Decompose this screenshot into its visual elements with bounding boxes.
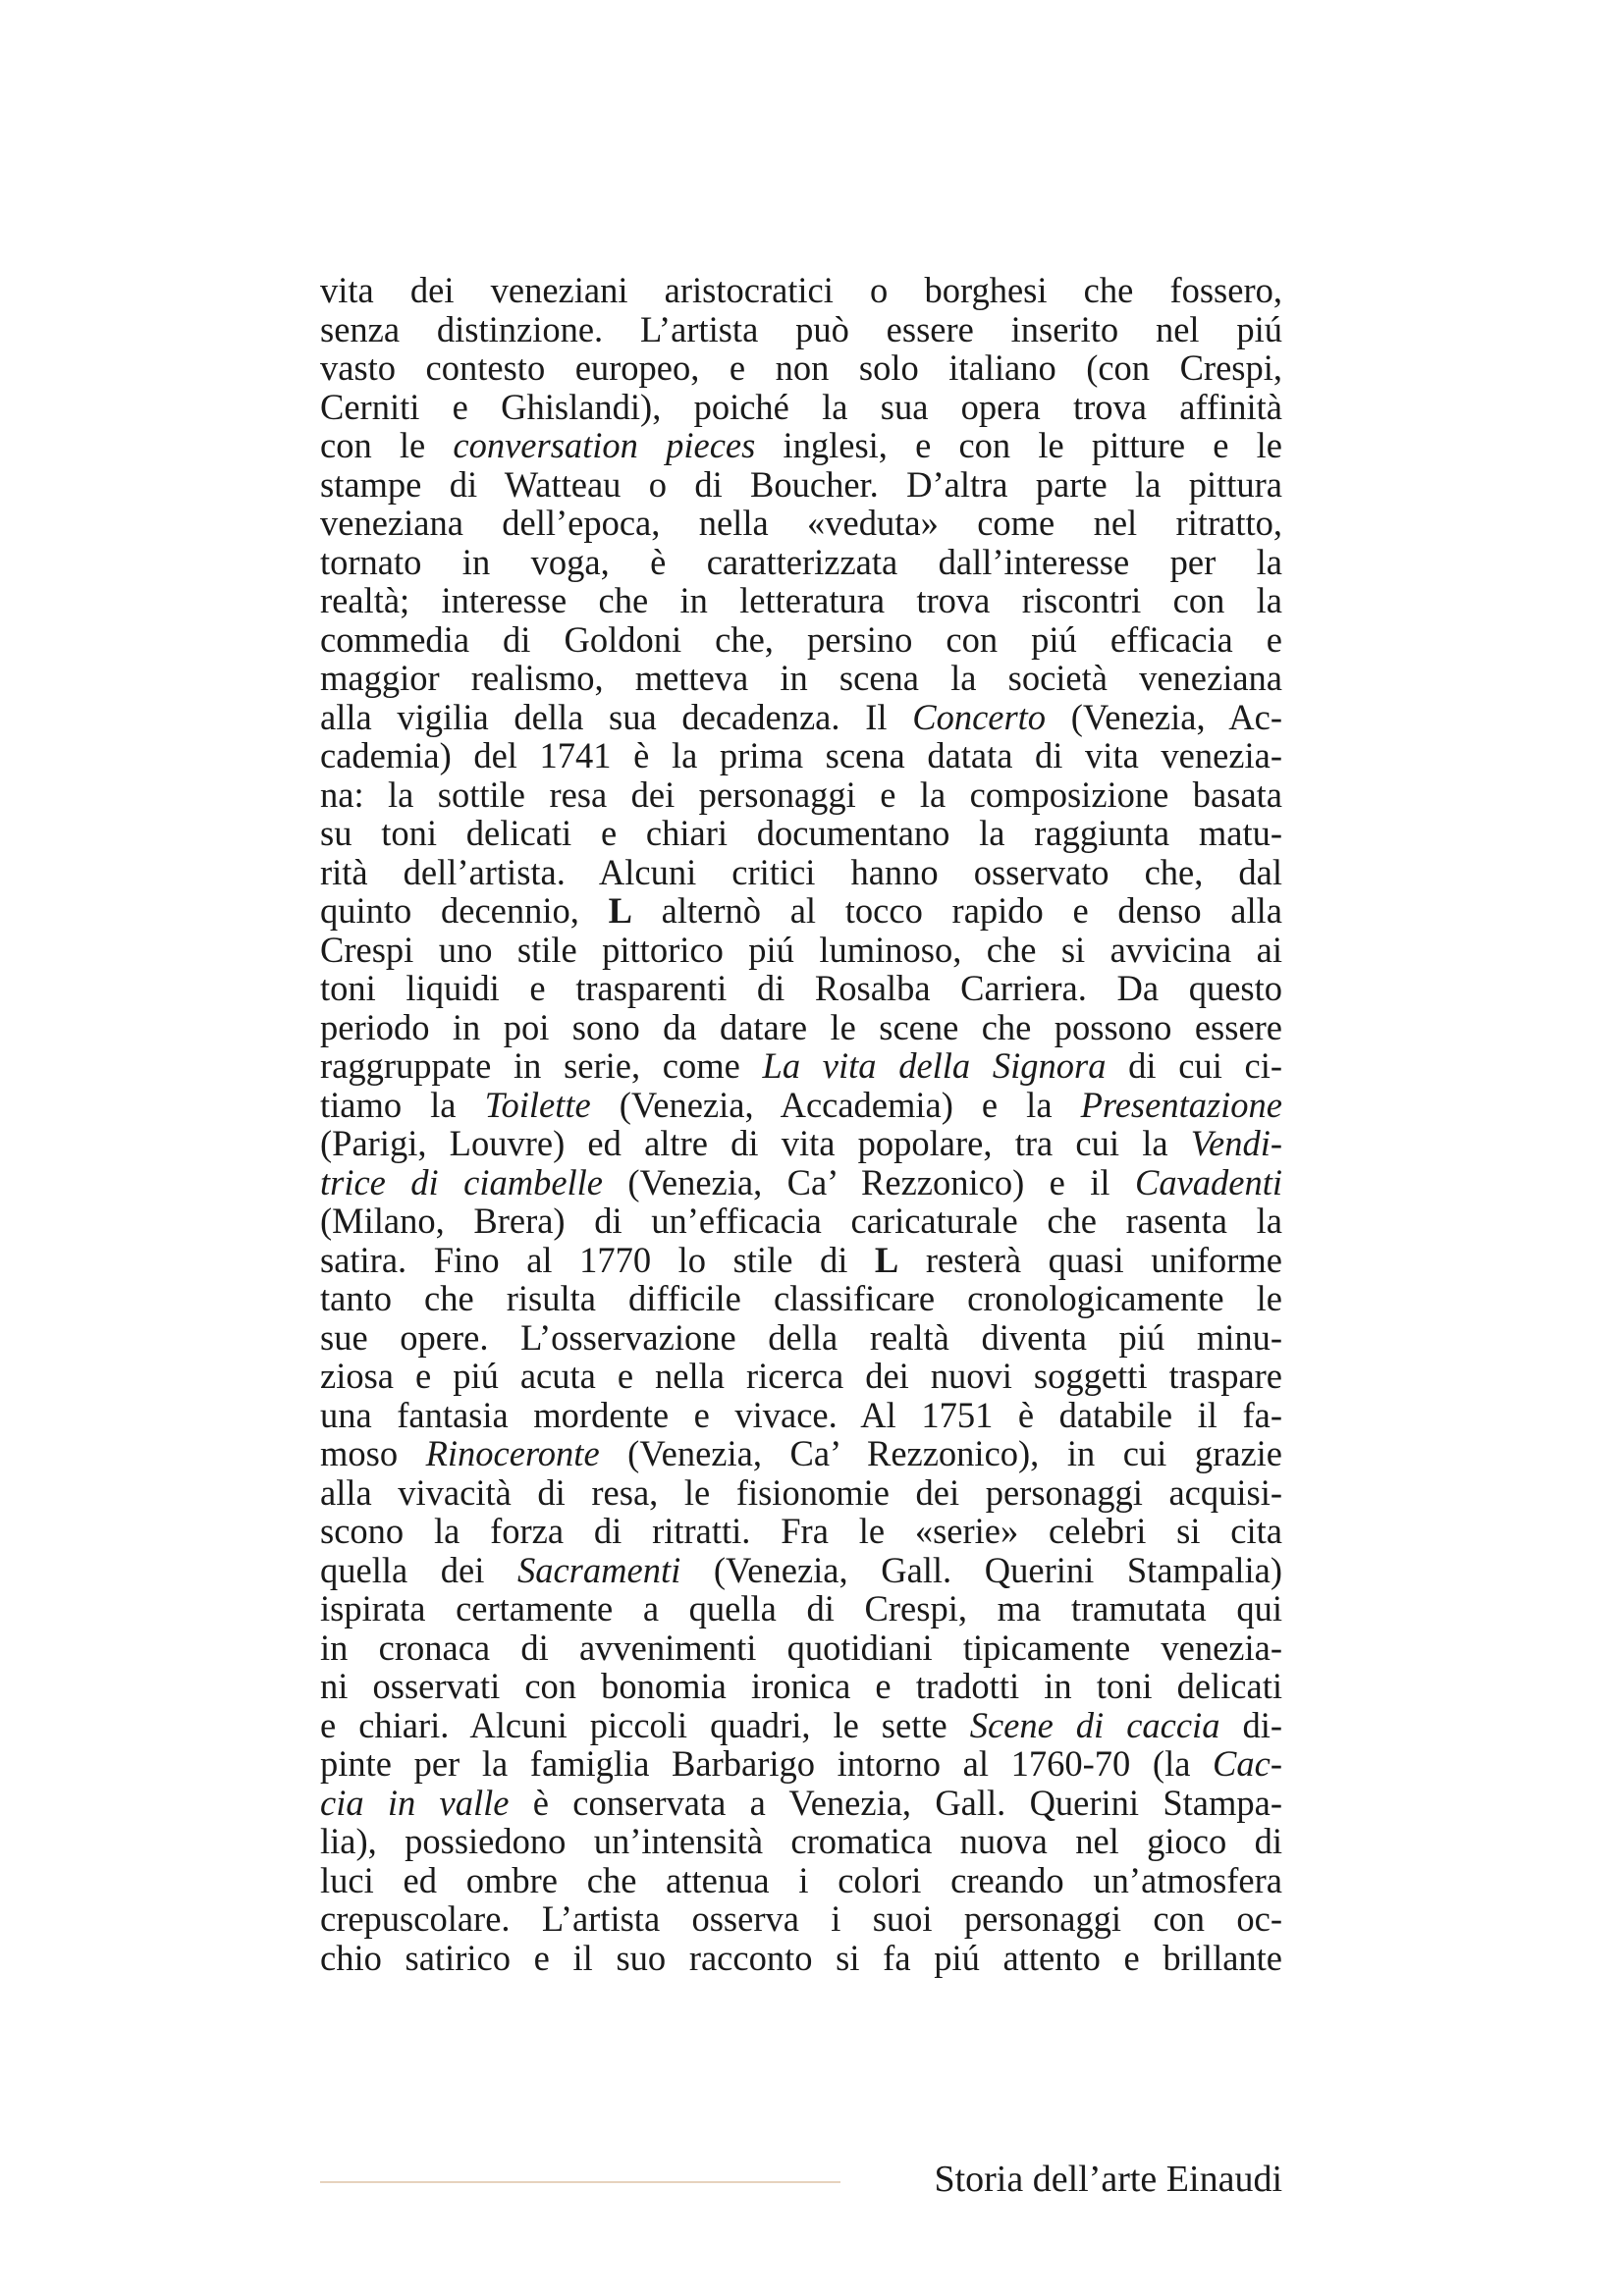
text-segment: di cui ci-	[1106, 1045, 1283, 1086]
italic-title: trice di ciambelle	[320, 1161, 603, 1202]
text-segment: di-	[1219, 1704, 1283, 1745]
artist-abbrev: L	[874, 1239, 899, 1280]
text-line	[320, 1512, 1282, 1551]
text-segment: scono la forza di ritratti. Fra le «serie» celebri si cita	[320, 1511, 1282, 1551]
text-segment: Crespi uno stile pittorico piú luminoso, che si avvicina ai	[320, 929, 1282, 970]
text-segment: stampe di Watteau o di Boucher. D’altra parte la pittura	[320, 463, 1282, 505]
text-line	[320, 659, 1282, 698]
text-line	[320, 1744, 1282, 1784]
footer-rule	[320, 2181, 840, 2183]
text-line	[320, 736, 1282, 775]
text-line	[320, 698, 1282, 737]
text-segment: con le	[320, 425, 454, 465]
text-line	[320, 1589, 1282, 1629]
text-line	[320, 969, 1282, 1008]
text-line	[320, 1551, 1282, 1590]
text-line	[320, 1939, 1282, 1978]
italic-title: Presentazione	[1080, 1084, 1282, 1125]
text-segment: Cerniti e Ghislandi), poiché la sua opera trova affinità	[320, 386, 1282, 427]
page-footer	[320, 2160, 1282, 2199]
text-line	[320, 1318, 1282, 1358]
text-line	[320, 1163, 1282, 1202]
italic-title: Cavadenti	[1134, 1161, 1282, 1202]
text-line	[320, 1008, 1282, 1047]
italic-title: Vendi-	[1190, 1123, 1282, 1163]
text-line	[320, 1899, 1282, 1939]
text-segment: cademia) del 1741 è la prima scena datata di vita venezia-	[320, 735, 1282, 775]
text-segment: luci ed ombre che attenua i colori creando un’atmosfera	[320, 1859, 1282, 1900]
text-segment: maggior realismo, metteva in scena la società veneziana	[320, 658, 1282, 698]
text-line	[320, 620, 1282, 660]
text-segment: commedia di Goldoni che, persino con piú efficacia e	[320, 618, 1282, 660]
text-line	[320, 1473, 1282, 1513]
text-segment: alla vivacità di resa, le fisionomie dei personaggi acquisi-	[320, 1471, 1282, 1513]
text-segment: tiamo la	[320, 1084, 485, 1125]
text-segment: quella dei	[320, 1549, 517, 1590]
text-segment: vasto contesto europeo, e non solo italiano (con Crespi,	[320, 347, 1282, 388]
text-segment: ziosa e piú acuta e nella ricerca dei nuovi soggetti traspare	[320, 1356, 1282, 1396]
italic-title: Rinoceronte	[425, 1433, 600, 1473]
text-segment: vita dei veneziani aristocratici o borghesi che fossero,	[320, 270, 1282, 310]
text-segment: veneziana dell’epoca, nella «veduta» come nel ritratto,	[320, 503, 1282, 543]
text-line	[320, 1784, 1282, 1823]
text-segment: (Parigi, Louvre) ed altre di vita popolare, tra cui la	[320, 1123, 1191, 1163]
text-line	[320, 1241, 1282, 1280]
text-line	[320, 1629, 1282, 1668]
text-segment: e chiari. Alcuni piccoli quadri, le sette	[320, 1704, 970, 1745]
text-segment: pinte per la famiglia Barbarigo intorno al 1760-70 (la	[320, 1743, 1214, 1784]
text-line	[320, 426, 1282, 465]
text-line	[320, 1706, 1282, 1745]
italic-title: Cac-	[1213, 1743, 1282, 1784]
text-segment: inglesi, e con le pitture e le	[755, 425, 1283, 465]
text-segment: (Venezia, Ac-	[1046, 696, 1282, 737]
text-segment: su toni delicati e chiari documentano la raggiunta matu-	[320, 813, 1282, 853]
italic-title: Sacramenti	[516, 1549, 681, 1590]
text-segment: satira. Fino al 1770 lo stile di	[320, 1239, 875, 1280]
text-line	[320, 1086, 1282, 1125]
text-line	[320, 853, 1282, 892]
text-segment: rità dell’artista. Alcuni critici hanno osservato che, dal	[320, 851, 1282, 892]
body-text	[320, 271, 1282, 1977]
text-segment: è conservata a Venezia, Gall. Querini Stampa-	[509, 1782, 1282, 1823]
italic-title: Scene di caccia	[969, 1704, 1220, 1745]
text-segment: (Venezia, Gall. Querini Stampalia)	[680, 1549, 1282, 1590]
text-segment: alternò al tocco rapido e denso alla	[631, 890, 1282, 931]
text-segment: chio satirico e il suo racconto si fa piú attento e brillante	[320, 1937, 1282, 1978]
text-segment: lia), possiedono un’intensità cromatica nuova nel gioco di	[320, 1821, 1282, 1861]
text-line	[320, 1201, 1282, 1241]
italic-title: La vita della Signora	[762, 1045, 1107, 1086]
italic-title: Toilette	[484, 1084, 591, 1125]
text-line	[320, 1434, 1282, 1473]
text-segment: periodo in poi sono da datare le scene che possono essere	[320, 1006, 1282, 1047]
text-segment: tanto che risulta difficile classificare cronologicamente le	[320, 1278, 1282, 1318]
text-segment: (Milano, Brera) di un’efficacia caricaturale che rasenta la	[320, 1201, 1282, 1241]
text-line	[320, 931, 1282, 970]
text-segment: toni liquidi e trasparenti di Rosalba Carriera. Da questo	[320, 968, 1282, 1008]
text-segment: crepuscolare. L’artista osserva i suoi personaggi con oc-	[320, 1898, 1282, 1939]
text-line	[320, 1046, 1282, 1086]
text-line	[320, 1822, 1282, 1861]
text-segment: resterà quasi uniforme	[898, 1239, 1283, 1280]
text-line	[320, 581, 1282, 620]
text-segment: (Venezia, Accademia) e la	[590, 1084, 1081, 1125]
text-segment: realtà; interesse che in letteratura trova riscontri con la	[320, 580, 1282, 620]
italic-title: Concerto	[912, 696, 1047, 737]
text-line	[320, 891, 1282, 931]
text-line	[320, 1357, 1282, 1396]
text-segment: raggruppate in serie, come	[320, 1045, 763, 1086]
text-line	[320, 1667, 1282, 1706]
text-segment: in cronaca di avvenimenti quotidiani tipicamente venezia-	[320, 1627, 1282, 1668]
text-line	[320, 775, 1282, 815]
text-line	[320, 1396, 1282, 1435]
text-line	[320, 271, 1282, 310]
text-segment: moso	[320, 1433, 426, 1473]
text-line	[320, 348, 1282, 388]
text-segment: (Venezia, Ca’ Rezzonico), in cui grazie	[599, 1433, 1282, 1473]
text-segment: na: la sottile resa dei personaggi e la composizione basata	[320, 774, 1282, 815]
text-line	[320, 504, 1282, 543]
text-line	[320, 465, 1282, 505]
text-segment: senza distinzione. L’artista può essere inserito nel piú	[320, 308, 1282, 349]
text-segment: ispirata certamente a quella di Crespi, ma tramutata qui	[320, 1588, 1282, 1629]
text-line	[320, 1124, 1282, 1163]
text-line	[320, 1861, 1282, 1900]
text-segment: quinto decennio,	[320, 890, 609, 931]
italic-title: cia in valle	[320, 1782, 510, 1823]
text-segment: (Venezia, Ca’ Rezzonico) e il	[603, 1161, 1135, 1202]
text-segment: alla vigilia della sua decadenza. Il	[320, 696, 913, 737]
text-segment: tornato in voga, è caratterizzata dall’interesse per la	[320, 541, 1282, 582]
text-segment: sue opere. L’osservazione della realtà diventa piú minu-	[320, 1316, 1282, 1358]
text-line	[320, 814, 1282, 853]
footer-title: Storia dell’arte Einaudi	[934, 2159, 1282, 2200]
text-line	[320, 388, 1282, 427]
text-line	[320, 1279, 1282, 1318]
italic-title: conversation pieces	[453, 425, 756, 465]
text-segment: ni osservati con bonomia ironica e tradotti in toni delicati	[320, 1666, 1282, 1706]
artist-abbrev: L	[608, 890, 632, 931]
text-segment: una fantasia mordente e vivace. Al 1751 è databile il fa-	[320, 1394, 1282, 1435]
text-line	[320, 310, 1282, 349]
text-line	[320, 543, 1282, 582]
